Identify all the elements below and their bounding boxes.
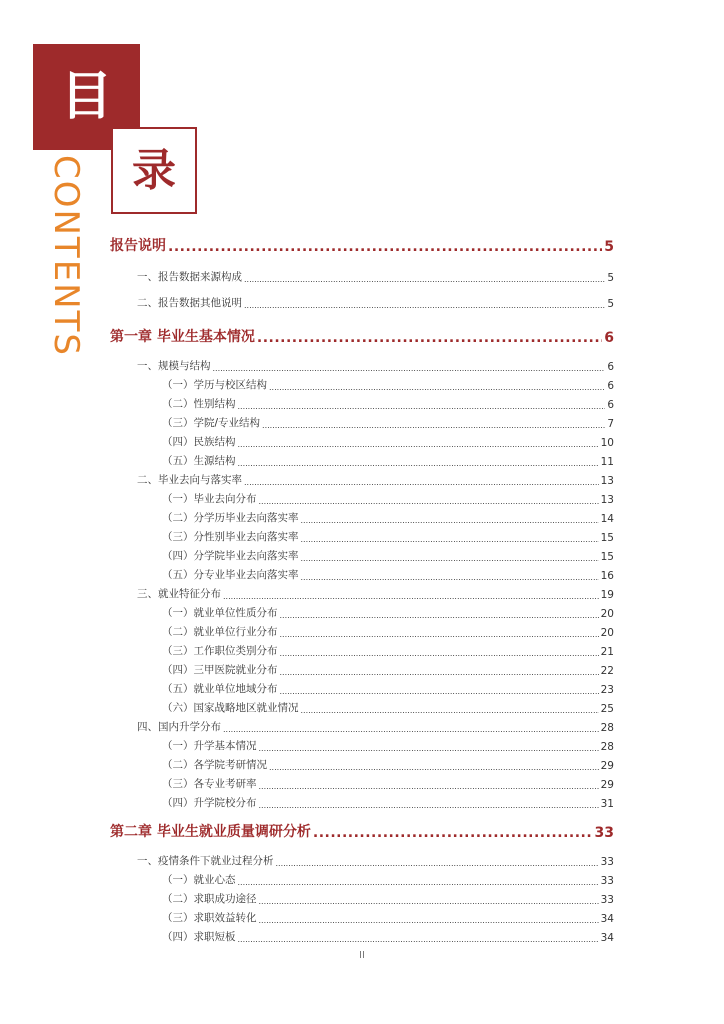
toc-leader-dots xyxy=(223,592,599,601)
title-char-lu: 录 xyxy=(132,145,176,196)
toc-entry[interactable] xyxy=(110,601,614,620)
toc-entry-label: （四）三甲医院就业分布 xyxy=(162,664,278,676)
toc-entry-page: 6 xyxy=(604,330,614,346)
toc-entry[interactable] xyxy=(110,734,614,753)
toc-entry[interactable] xyxy=(110,411,614,430)
toc-entry-label: （二）各学院考研情况 xyxy=(162,759,267,771)
toc-entry[interactable] xyxy=(110,925,614,944)
toc-entry[interactable] xyxy=(110,265,614,284)
toc-entry[interactable] xyxy=(110,677,614,696)
toc-entry-page: 22 xyxy=(600,665,614,677)
toc-entry-page: 13 xyxy=(600,475,614,487)
toc-entry-page: 29 xyxy=(600,779,614,791)
toc-entry[interactable] xyxy=(110,906,614,925)
toc-entry-page: 13 xyxy=(600,494,614,506)
toc-entry[interactable] xyxy=(110,354,614,373)
toc-leader-dots xyxy=(238,878,599,887)
toc-entry-page: 6 xyxy=(607,399,614,411)
toc-leader-dots xyxy=(313,825,593,841)
contents-text: CONTENTS xyxy=(46,155,86,357)
toc-entry[interactable] xyxy=(110,887,614,906)
toc-entry[interactable] xyxy=(110,696,614,715)
toc-leader-dots xyxy=(259,782,599,791)
toc-leader-dots xyxy=(280,668,599,677)
toc-leader-dots xyxy=(238,459,599,468)
toc-leader-dots xyxy=(276,859,599,868)
toc-entry[interactable] xyxy=(110,868,614,887)
toc-leader-dots xyxy=(280,649,599,658)
toc-entry-page: 21 xyxy=(600,646,614,658)
toc-entry[interactable] xyxy=(110,658,614,677)
toc-entry-page: 11 xyxy=(600,456,614,468)
toc-entry-label: （二）分学历毕业去向落实率 xyxy=(162,512,299,524)
toc-entry-label: （四）升学院校分布 xyxy=(162,797,257,809)
toc-entry-page: 7 xyxy=(607,418,614,430)
toc-leader-dots xyxy=(259,801,599,810)
toc-entry[interactable] xyxy=(110,506,614,525)
toc-entry-label: （六）国家战略地区就业情况 xyxy=(162,702,299,714)
toc-entry[interactable] xyxy=(110,525,614,544)
toc-entry[interactable] xyxy=(110,373,614,392)
toc-entry[interactable] xyxy=(110,715,614,734)
toc-entry-label: （三）工作职位类别分布 xyxy=(162,645,278,657)
toc-leader-dots xyxy=(244,478,599,487)
toc-entry-page: 15 xyxy=(600,551,614,563)
toc-entry-page: 5 xyxy=(607,298,614,310)
toc-leader-dots xyxy=(259,897,599,906)
toc-leader-dots xyxy=(244,301,605,310)
toc-entry-page: 33 xyxy=(600,875,614,887)
toc-entry[interactable] xyxy=(110,791,614,810)
toc-entry-page: 5 xyxy=(604,239,614,255)
toc-entry-label: （三）各专业考研率 xyxy=(162,778,257,790)
toc-leader-dots xyxy=(259,744,599,753)
toc-entry-label: （二）性别结构 xyxy=(162,398,236,410)
toc-entry-label: （三）分性别毕业去向落实率 xyxy=(162,531,299,543)
toc-entry-label: 一、规模与结构 xyxy=(137,360,211,372)
toc-entry-label: 一、疫情条件下就业过程分析 xyxy=(137,855,274,867)
toc-leader-dots xyxy=(262,421,605,430)
toc-entry-label: （一）毕业去向分布 xyxy=(162,493,257,505)
toc-entry-label: 第二章 毕业生就业质量调研分析 xyxy=(110,824,311,840)
toc-entry-label: （四）分学院毕业去向落实率 xyxy=(162,550,299,562)
toc-entry-label: （一）升学基本情况 xyxy=(162,740,257,752)
toc-entry-label: 报告说明 xyxy=(110,238,166,254)
toc-entry-page: 29 xyxy=(600,760,614,772)
toc-leader-dots xyxy=(269,763,599,772)
toc-leader-dots xyxy=(238,935,599,944)
toc-entry-label: （二）就业单位行业分布 xyxy=(162,626,278,638)
toc-entry[interactable] xyxy=(110,468,614,487)
toc-entry-label: （一）就业单位性质分布 xyxy=(162,607,278,619)
toc-entry-page: 28 xyxy=(600,722,614,734)
toc-entry-label: （一）就业心态 xyxy=(162,874,236,886)
toc-entry-page: 6 xyxy=(607,361,614,373)
toc-leader-dots xyxy=(280,687,599,696)
toc-entry-page: 20 xyxy=(600,627,614,639)
toc-leader-dots xyxy=(301,554,599,563)
toc-leader-dots xyxy=(238,402,606,411)
toc-entry[interactable] xyxy=(110,563,614,582)
toc-entry-page: 15 xyxy=(600,532,614,544)
toc-entry-label: （五）就业单位地域分布 xyxy=(162,683,278,695)
toc-entry-label: 二、毕业去向与落实率 xyxy=(137,474,242,486)
toc-leader-dots xyxy=(257,330,602,346)
toc-leader-dots xyxy=(301,706,599,715)
toc-leader-dots xyxy=(280,611,599,620)
toc-entry-page: 5 xyxy=(607,272,614,284)
toc-entry[interactable] xyxy=(110,620,614,639)
toc-leader-dots xyxy=(269,383,605,392)
toc-leader-dots xyxy=(223,725,599,734)
toc-entry-label: 一、报告数据来源构成 xyxy=(137,271,242,283)
toc-entry-label: （四）民族结构 xyxy=(162,436,236,448)
toc-leader-dots xyxy=(301,535,599,544)
toc-entry[interactable] xyxy=(110,772,614,791)
toc-entry[interactable] xyxy=(110,430,614,449)
table-of-contents xyxy=(110,233,614,944)
toc-entry-label: （三）求职效益转化 xyxy=(162,912,257,924)
toc-leader-dots xyxy=(301,516,599,525)
toc-leader-dots xyxy=(259,916,599,925)
toc-entry[interactable] xyxy=(110,849,614,868)
toc-entry-label: （五）分专业毕业去向落实率 xyxy=(162,569,299,581)
toc-entry[interactable] xyxy=(110,487,614,506)
toc-entry-page: 33 xyxy=(600,856,614,868)
toc-leader-dots xyxy=(259,497,599,506)
toc-entry[interactable] xyxy=(110,291,614,310)
toc-leader-dots xyxy=(244,275,605,284)
toc-entry-label: （二）求职成功途径 xyxy=(162,893,257,905)
toc-entry-label: （一）学历与校区结构 xyxy=(162,379,267,391)
toc-entry-page: 34 xyxy=(600,913,614,925)
toc-entry-page: 33 xyxy=(594,825,614,841)
toc-entry[interactable] xyxy=(110,753,614,772)
toc-entry[interactable] xyxy=(110,449,614,468)
toc-entry-page: 33 xyxy=(600,894,614,906)
toc-entry-page: 14 xyxy=(600,513,614,525)
toc-entry-page: 16 xyxy=(600,570,614,582)
toc-entry-label: （四）求职短板 xyxy=(162,931,236,943)
toc-entry-page: 6 xyxy=(607,380,614,392)
toc-entry-label: 二、报告数据其他说明 xyxy=(137,297,242,309)
toc-entry-page: 28 xyxy=(600,741,614,753)
toc-leader-dots xyxy=(213,364,606,373)
toc-entry[interactable] xyxy=(110,639,614,658)
toc-entry[interactable] xyxy=(110,582,614,601)
toc-entry-page: 34 xyxy=(600,932,614,944)
toc-entry-page: 19 xyxy=(600,589,614,601)
contents-vertical-label xyxy=(46,155,86,375)
toc-entry[interactable] xyxy=(110,392,614,411)
toc-entry-label: 三、就业特征分布 xyxy=(137,588,221,600)
toc-entry-page: 25 xyxy=(600,703,614,715)
page-number: II xyxy=(359,950,365,961)
toc-entry-page: 20 xyxy=(600,608,614,620)
toc-chapter-entry[interactable] xyxy=(110,819,614,841)
toc-entry-page: 10 xyxy=(600,437,614,449)
toc-entry-page: 31 xyxy=(600,798,614,810)
toc-leader-dots xyxy=(280,630,599,639)
toc-leader-dots xyxy=(301,573,599,582)
toc-chapter-entry[interactable] xyxy=(110,324,614,346)
toc-leader-dots xyxy=(168,239,602,255)
toc-entry-label: 第一章 毕业生基本情况 xyxy=(110,329,255,345)
toc-entry[interactable] xyxy=(110,544,614,563)
title-char-mu: 目 xyxy=(60,67,113,127)
toc-entry-label: 四、国内升学分布 xyxy=(137,721,221,733)
toc-leader-dots xyxy=(238,440,599,449)
toc-entry-label: （五）生源结构 xyxy=(162,455,236,467)
toc-chapter-entry[interactable] xyxy=(110,233,614,255)
toc-entry-label: （三）学院/专业结构 xyxy=(162,417,261,429)
toc-entry-page: 23 xyxy=(600,684,614,696)
